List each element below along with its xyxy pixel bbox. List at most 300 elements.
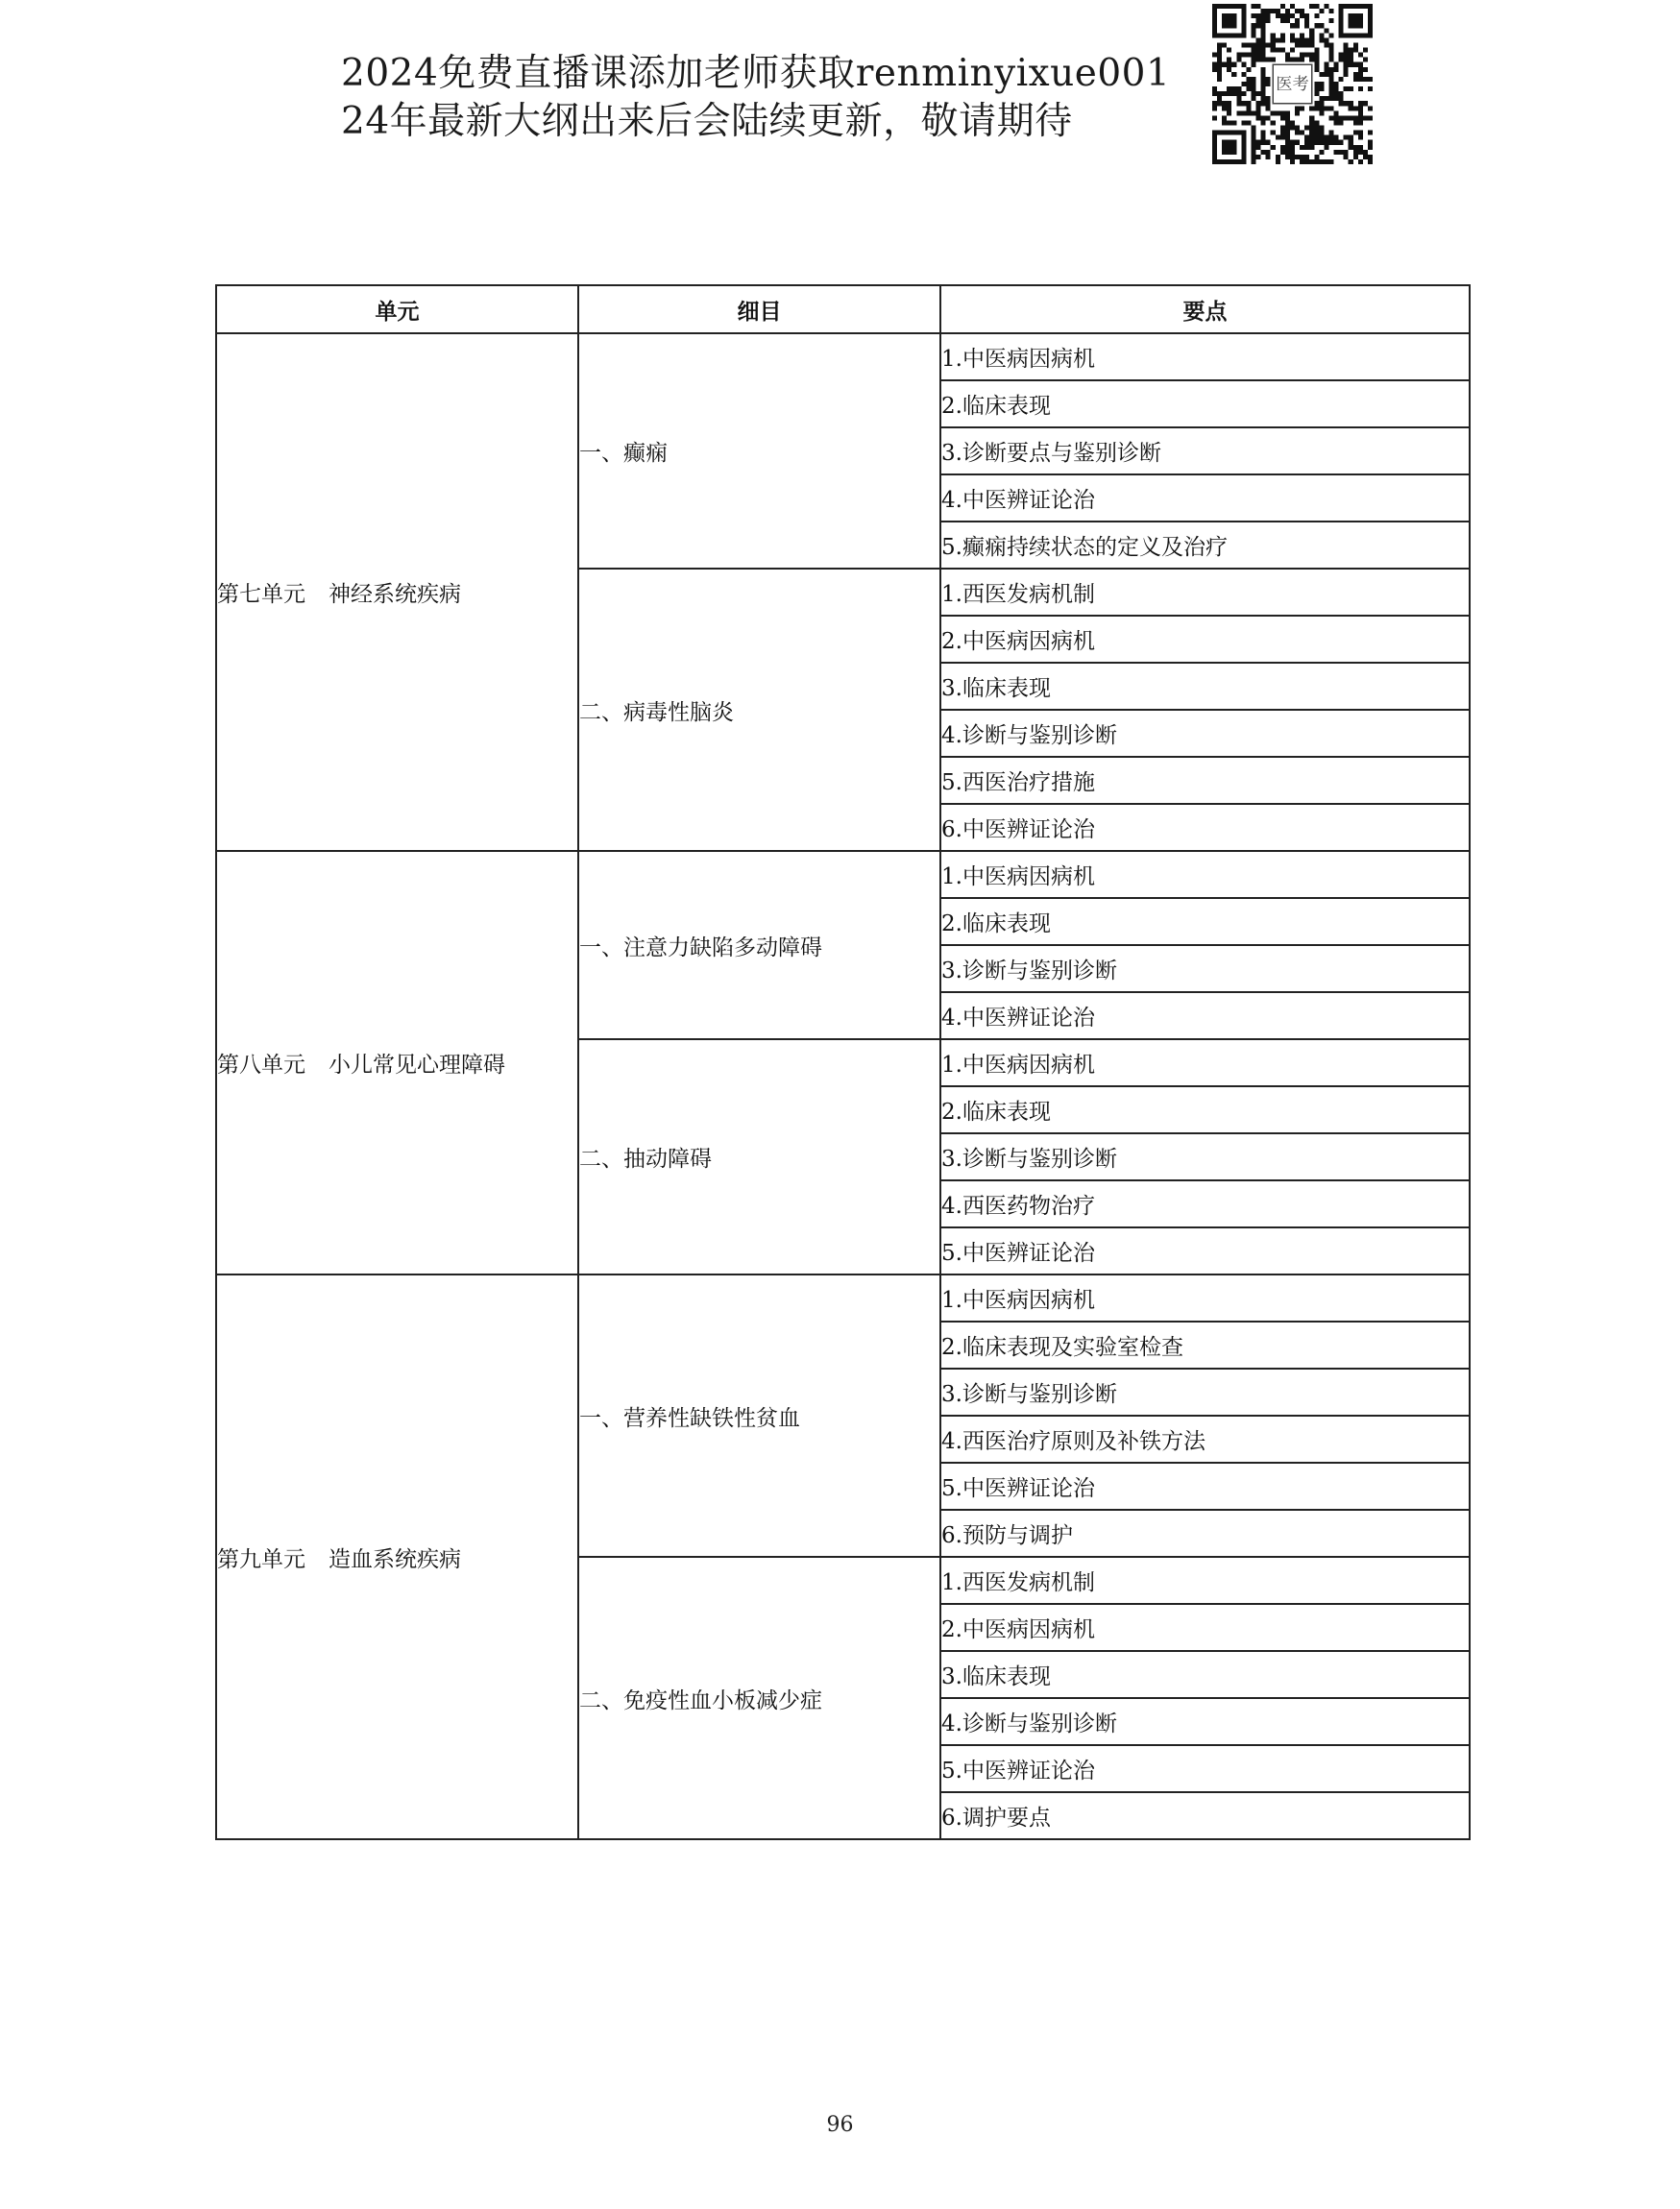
qr-module	[1256, 4, 1261, 9]
table-header-row	[216, 285, 1470, 333]
qr-module	[1368, 106, 1373, 110]
key-point-cell: 3.临床表现	[940, 663, 1470, 710]
qr-module	[1304, 145, 1309, 150]
qr-module	[1319, 23, 1324, 28]
qr-module	[1328, 53, 1333, 58]
qr-module	[1261, 33, 1266, 37]
qr-module	[1353, 115, 1358, 120]
qr-module	[1290, 145, 1295, 150]
qr-module	[1319, 150, 1324, 155]
qr-module	[1261, 91, 1266, 96]
qr-module	[1236, 58, 1241, 62]
qr-module	[1251, 86, 1255, 91]
qr-module	[1290, 37, 1295, 42]
key-point-cell: 4.中医辨证论治	[940, 474, 1470, 522]
qr-module	[1314, 120, 1319, 125]
qr-module	[1271, 48, 1276, 53]
qr-module	[1314, 159, 1319, 164]
qr-module	[1227, 62, 1231, 67]
qr-module	[1368, 131, 1373, 135]
qr-module	[1285, 145, 1290, 150]
qr-module	[1328, 72, 1333, 77]
qr-module	[1353, 120, 1358, 125]
qr-module	[1266, 13, 1271, 18]
qr-center-text: 医考	[1276, 75, 1309, 95]
qr-module	[1358, 53, 1363, 58]
qr-module	[1324, 106, 1328, 110]
qr-module	[1295, 42, 1300, 47]
qr-module	[1309, 140, 1314, 145]
qr-module	[1276, 48, 1280, 53]
key-point-cell: 2.临床表现及实验室检查	[940, 1322, 1470, 1369]
qr-module	[1358, 131, 1363, 135]
qr-module	[1344, 42, 1349, 47]
qr-module	[1217, 53, 1222, 58]
qr-module	[1251, 140, 1255, 145]
qr-module	[1256, 42, 1261, 47]
qr-module	[1290, 120, 1295, 125]
qr-module	[1217, 62, 1222, 67]
qr-module	[1344, 115, 1349, 120]
key-point-cell: 5.西医治疗措施	[940, 757, 1470, 804]
qr-module	[1261, 13, 1266, 18]
qr-module	[1363, 115, 1368, 120]
header-unit: 单元	[216, 285, 578, 333]
qr-module	[1227, 106, 1231, 110]
qr-module	[1328, 9, 1333, 13]
qr-module	[1236, 53, 1241, 58]
qr-module	[1328, 77, 1333, 82]
qr-module	[1280, 37, 1285, 42]
qr-module	[1285, 53, 1290, 58]
qr-module	[1227, 86, 1231, 91]
qr-module	[1368, 145, 1373, 150]
qr-module	[1309, 159, 1314, 164]
qr-module	[1271, 145, 1276, 150]
qr-module	[1309, 135, 1314, 140]
qr-module	[1217, 72, 1222, 77]
qr-module	[1353, 131, 1358, 135]
qr-module	[1212, 91, 1217, 96]
qr-module	[1300, 58, 1304, 62]
qr-module	[1271, 37, 1276, 42]
key-point-cell: 2.临床表现	[940, 898, 1470, 945]
qr-module	[1285, 58, 1290, 62]
qr-module	[1353, 145, 1358, 150]
qr-module	[1339, 101, 1344, 106]
qr-module	[1319, 101, 1324, 106]
qr-module	[1285, 140, 1290, 145]
key-point-cell: 3.诊断与鉴别诊断	[940, 1369, 1470, 1416]
qr-module	[1300, 159, 1304, 164]
qr-module	[1256, 91, 1261, 96]
qr-module	[1324, 135, 1328, 140]
qr-module	[1314, 131, 1319, 135]
qr-module	[1339, 140, 1344, 145]
qr-module	[1227, 91, 1231, 96]
qr-module	[1271, 58, 1276, 62]
qr-module	[1285, 110, 1290, 115]
qr-module	[1236, 86, 1241, 91]
key-point-cell: 3.诊断与鉴别诊断	[940, 1133, 1470, 1180]
qr-module	[1276, 159, 1280, 164]
qr-module	[1285, 126, 1290, 131]
qr-module	[1304, 18, 1309, 23]
qr-module	[1251, 131, 1255, 135]
qr-module	[1339, 53, 1344, 58]
qr-module	[1339, 58, 1344, 62]
table-row	[216, 333, 1470, 380]
qr-module	[1309, 28, 1314, 33]
table-row	[216, 851, 1470, 898]
unit-cell	[216, 333, 578, 851]
qr-module	[1261, 53, 1266, 58]
qr-module	[1236, 96, 1241, 101]
qr-module	[1368, 86, 1373, 91]
qr-module	[1212, 86, 1217, 91]
item-cell: 二、抽动障碍	[578, 1039, 940, 1274]
qr-module	[1251, 48, 1255, 53]
qr-module	[1231, 62, 1236, 67]
qr-module	[1212, 67, 1217, 72]
qr-module	[1319, 72, 1324, 77]
qr-module	[1319, 140, 1324, 145]
qr-module	[1251, 150, 1255, 155]
qr-module	[1251, 62, 1255, 67]
qr-module	[1256, 58, 1261, 62]
qr-module	[1251, 33, 1255, 37]
qr-module	[1334, 67, 1339, 72]
qr-module	[1344, 58, 1349, 62]
qr-module	[1222, 106, 1227, 110]
qr-module	[1246, 82, 1251, 86]
qr-module	[1344, 86, 1349, 91]
key-point-cell: 5.癫痫持续状态的定义及治疗	[940, 522, 1470, 569]
qr-module	[1314, 106, 1319, 110]
qr-module	[1285, 150, 1290, 155]
qr-module	[1334, 62, 1339, 67]
qr-module	[1358, 106, 1363, 110]
qr-module	[1241, 101, 1246, 106]
qr-module	[1319, 159, 1324, 164]
item-cell: 一、营养性缺铁性贫血	[578, 1274, 940, 1557]
qr-module	[1314, 48, 1319, 53]
qr-module	[1328, 42, 1333, 47]
qr-module	[1236, 110, 1241, 115]
item-cell: 一、注意力缺陷多动障碍	[578, 851, 940, 1039]
qr-module	[1261, 42, 1266, 47]
qr-module	[1334, 120, 1339, 125]
qr-module	[1285, 13, 1290, 18]
qr-module	[1217, 96, 1222, 101]
qr-module	[1353, 155, 1358, 159]
qr-module	[1314, 155, 1319, 159]
qr-module	[1266, 140, 1271, 145]
qr-module	[1261, 18, 1266, 23]
qr-module	[1314, 140, 1319, 145]
qr-module	[1227, 58, 1231, 62]
qr-module	[1328, 140, 1333, 145]
qr-module	[1251, 53, 1255, 58]
key-point-cell: 3.诊断要点与鉴别诊断	[940, 427, 1470, 474]
qr-module	[1328, 131, 1333, 135]
qr-module	[1344, 135, 1349, 140]
qr-module	[1290, 140, 1295, 145]
unit-name: 小儿常见心理障碍	[329, 1053, 505, 1078]
qr-module	[1328, 18, 1333, 23]
qr-module	[1363, 101, 1368, 106]
key-point-cell: 6.中医辨证论治	[940, 804, 1470, 851]
qr-module	[1251, 23, 1255, 28]
qr-module	[1217, 48, 1222, 53]
qr-module	[1368, 159, 1373, 164]
qr-module	[1304, 159, 1309, 164]
qr-module	[1304, 53, 1309, 58]
qr-code	[1212, 4, 1373, 164]
key-point-cell: 4.西医治疗原则及补铁方法	[940, 1416, 1470, 1463]
item-cell: 一、癫痫	[578, 333, 940, 569]
qr-module	[1339, 150, 1344, 155]
qr-module	[1334, 135, 1339, 140]
qr-module	[1339, 115, 1344, 120]
qr-module	[1285, 155, 1290, 159]
qr-module	[1261, 131, 1266, 135]
header-line-1: 2024免费直播课添加老师获取renminyixue001	[341, 52, 1171, 95]
qr-module	[1328, 106, 1333, 110]
key-point-cell: 4.诊断与鉴别诊断	[940, 710, 1470, 757]
key-point-cell: 2.中医病因病机	[940, 616, 1470, 663]
qr-module	[1276, 13, 1280, 18]
qr-module	[1304, 135, 1309, 140]
qr-module	[1217, 77, 1222, 82]
qr-module	[1241, 62, 1246, 67]
key-point-cell: 1.中医病因病机	[940, 1274, 1470, 1322]
qr-module	[1334, 110, 1339, 115]
qr-module	[1334, 140, 1339, 145]
qr-module	[1227, 67, 1231, 72]
qr-module	[1314, 58, 1319, 62]
qr-module	[1328, 91, 1333, 96]
qr-module	[1261, 9, 1266, 13]
qr-module	[1339, 120, 1344, 125]
qr-module	[1300, 155, 1304, 159]
qr-module	[1324, 67, 1328, 72]
qr-module	[1241, 42, 1246, 47]
qr-module	[1241, 110, 1246, 115]
qr-module	[1227, 120, 1231, 125]
qr-module	[1280, 135, 1285, 140]
qr-module	[1266, 42, 1271, 47]
qr-module	[1266, 115, 1271, 120]
qr-module	[1328, 82, 1333, 86]
qr-module	[1261, 72, 1266, 77]
qr-module	[1280, 48, 1285, 53]
qr-module	[1324, 159, 1328, 164]
qr-module	[1256, 140, 1261, 145]
qr-module	[1314, 4, 1319, 9]
qr-module	[1261, 58, 1266, 62]
qr-module	[1344, 150, 1349, 155]
key-point-cell: 5.中医辨证论治	[940, 1745, 1470, 1792]
qr-module	[1231, 72, 1236, 77]
qr-module	[1353, 62, 1358, 67]
qr-module	[1256, 145, 1261, 150]
qr-module	[1231, 120, 1236, 125]
qr-module	[1246, 77, 1251, 82]
qr-module	[1309, 106, 1314, 110]
qr-module	[1251, 77, 1255, 82]
qr-module	[1256, 23, 1261, 28]
qr-module	[1246, 42, 1251, 47]
qr-module	[1222, 115, 1227, 120]
qr-module	[1280, 33, 1285, 37]
qr-module	[1251, 28, 1255, 33]
qr-module	[1261, 67, 1266, 72]
qr-module	[1276, 9, 1280, 13]
qr-module	[1227, 101, 1231, 106]
qr-module	[1300, 13, 1304, 18]
key-point-cell: 4.中医辨证论治	[940, 992, 1470, 1039]
key-point-cell: 5.中医辨证论治	[940, 1463, 1470, 1510]
qr-module	[1300, 33, 1304, 37]
qr-module	[1304, 155, 1309, 159]
qr-module	[1246, 120, 1251, 125]
qr-module	[1295, 131, 1300, 135]
qr-module	[1285, 115, 1290, 120]
header-item: 细目	[578, 285, 940, 333]
qr-module	[1324, 140, 1328, 145]
qr-module	[1304, 42, 1309, 47]
qr-module	[1353, 106, 1358, 110]
key-point-cell: 6.预防与调护	[940, 1510, 1470, 1557]
qr-module	[1319, 82, 1324, 86]
qr-module	[1217, 91, 1222, 96]
qr-module	[1222, 91, 1227, 96]
qr-module	[1212, 101, 1217, 106]
qr-module	[1212, 106, 1217, 110]
unit-cell	[216, 851, 578, 1274]
qr-module	[1241, 53, 1246, 58]
qr-module	[1363, 58, 1368, 62]
qr-module	[1251, 13, 1255, 18]
key-point-cell: 3.临床表现	[940, 1651, 1470, 1698]
qr-module	[1251, 135, 1255, 140]
qr-module	[1256, 18, 1261, 23]
qr-module	[1309, 58, 1314, 62]
qr-module	[1358, 67, 1363, 72]
qr-module	[1314, 135, 1319, 140]
qr-module	[1261, 28, 1266, 33]
qr-module	[1304, 23, 1309, 28]
qr-module	[1309, 42, 1314, 47]
qr-module	[1295, 9, 1300, 13]
qr-module	[1314, 91, 1319, 96]
qr-module	[1349, 106, 1353, 110]
qr-module	[1344, 48, 1349, 53]
qr-module	[1261, 23, 1266, 28]
qr-module	[1261, 150, 1266, 155]
qr-module	[1339, 77, 1344, 82]
qr-module	[1314, 23, 1319, 28]
qr-module	[1334, 82, 1339, 86]
qr-module	[1304, 140, 1309, 145]
qr-module	[1304, 13, 1309, 18]
qr-module	[1256, 155, 1261, 159]
qr-module	[1295, 18, 1300, 23]
unit-name: 造血系统疾病	[329, 1546, 461, 1572]
qr-module	[1285, 18, 1290, 23]
qr-module	[1256, 115, 1261, 120]
qr-module	[1349, 53, 1353, 58]
qr-module	[1280, 131, 1285, 135]
qr-module	[1251, 4, 1255, 9]
qr-module	[1319, 131, 1324, 135]
qr-module	[1363, 48, 1368, 53]
qr-module	[1271, 33, 1276, 37]
header	[341, 50, 1205, 146]
qr-module	[1290, 13, 1295, 18]
qr-module	[1217, 58, 1222, 62]
qr-module	[1280, 110, 1285, 115]
qr-module	[1212, 115, 1217, 120]
key-point-cell: 2.临床表现	[940, 1086, 1470, 1133]
qr-module	[1344, 67, 1349, 72]
qr-module	[1290, 58, 1295, 62]
qr-module	[1280, 126, 1285, 131]
qr-module	[1368, 77, 1373, 82]
qr-module	[1319, 86, 1324, 91]
qr-module	[1295, 140, 1300, 145]
qr-module	[1368, 115, 1373, 120]
qr-module	[1256, 53, 1261, 58]
qr-module	[1251, 110, 1255, 115]
qr-module	[1251, 145, 1255, 150]
qr-module	[1276, 110, 1280, 115]
qr-module	[1324, 96, 1328, 101]
qr-module	[1358, 110, 1363, 115]
qr-module	[1344, 53, 1349, 58]
qr-module	[1285, 9, 1290, 13]
qr-module	[1300, 37, 1304, 42]
qr-module	[1266, 101, 1271, 106]
qr-module	[1324, 62, 1328, 67]
key-point-cell: 5.中医辨证论治	[940, 1227, 1470, 1274]
qr-module	[1319, 110, 1324, 115]
qr-module	[1309, 126, 1314, 131]
qr-module	[1256, 101, 1261, 106]
qr-module	[1251, 155, 1255, 159]
qr-module	[1251, 58, 1255, 62]
qr-module	[1290, 33, 1295, 37]
qr-module	[1324, 4, 1328, 9]
qr-module	[1328, 48, 1333, 53]
qr-module	[1344, 155, 1349, 159]
qr-module	[1236, 101, 1241, 106]
qr-module	[1295, 58, 1300, 62]
qr-module	[1290, 23, 1295, 28]
qr-module	[1344, 101, 1349, 106]
qr-module	[1319, 135, 1324, 140]
qr-module	[1339, 96, 1344, 101]
qr-module	[1324, 28, 1328, 33]
qr-module	[1358, 86, 1363, 91]
header-key-points: 要点	[940, 285, 1470, 333]
qr-module	[1246, 101, 1251, 106]
qr-module	[1358, 120, 1363, 125]
qr-module	[1266, 82, 1271, 86]
key-point-cell: 4.诊断与鉴别诊断	[940, 1698, 1470, 1745]
qr-module	[1358, 150, 1363, 155]
